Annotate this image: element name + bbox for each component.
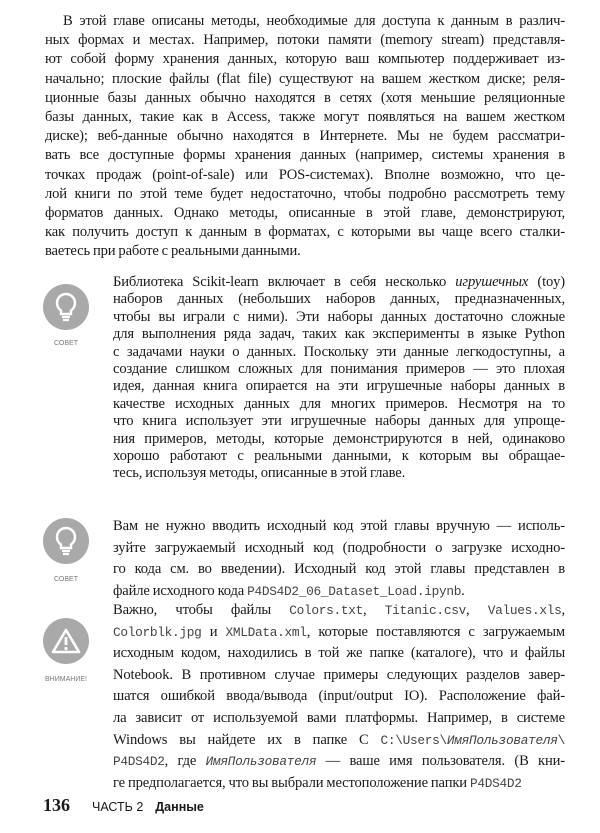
text-segment: чтобы вы играли с ними). Эти наборы данных достаточно сложные — [113, 308, 565, 325]
text-segment: базы данных, такие как в Access, также могут появляться на вашем жестком — [45, 108, 565, 125]
text-segment: точках продаж (point-of-sale) или POS-системах). Вполне возможно, что це- — [45, 166, 565, 183]
text-line — [113, 326, 565, 343]
text-segment: зуйте загружаемый исходный код (подробности о загрузке исходно- — [113, 539, 565, 556]
text-segment: хорошо работают с реальными данными, к которым вы обращае- — [113, 447, 565, 464]
text-segment: форматов данных. Однако методы, описанные в этой главе, демонстрируют, — [45, 204, 565, 221]
text-segment: идея, данная книга опирается на эти игрушечные наборы данных в — [113, 378, 565, 395]
text-segment: исходным кодом, находились в той же папке (каталоге), что и файлы — [113, 645, 565, 662]
code-text: Values.xls — [487, 603, 562, 618]
text-segment: , — [561, 602, 566, 618]
code-text: XMLData.xml — [225, 624, 307, 640]
text-segment: Notebook. В противном случае примеры следующих разделов завер- — [113, 666, 565, 683]
text-line — [113, 431, 565, 448]
text-line — [45, 31, 565, 50]
text-line — [113, 465, 565, 482]
text-segment: ла зависит от используемой вами платформы. Например, в системе — [113, 709, 565, 726]
text-segment: игрушечных — [455, 274, 529, 290]
text-segment: качестве исходных данных для многих примеров. Несмотря на то — [113, 395, 565, 412]
tip-label: СОВЕТ — [54, 576, 78, 583]
part-label: ЧАСТЬ 2 — [92, 800, 144, 814]
text-line — [113, 643, 565, 665]
tip-label: СОВЕТ — [54, 340, 78, 347]
text-segment: создание слишком сложных для понимания примеров — это плохая — [113, 360, 565, 377]
text-segment: файле исходного кода — [113, 583, 248, 600]
text-line — [113, 291, 565, 308]
text-line — [113, 622, 565, 644]
text-segment: , которые поставляются с загружаемым — [306, 623, 565, 640]
text-segment: шатся ошибкой ввода/вывода (input/output IO). Расположение фай- — [113, 688, 565, 705]
text-line — [113, 361, 565, 378]
text-segment: го кода см. во введении). Исходный код этой главы представлен в — [113, 561, 565, 578]
text-segment: ционные базы данных обычно находятся в сетях (хотя меньшие реляционные — [45, 89, 565, 106]
text-line — [45, 242, 565, 261]
text-segment: наборов данных (небольших наборов данных, предназначенных, — [113, 291, 565, 308]
text-segment: ния примеров, методы, которые демонстрируются в ней, одинаково — [113, 430, 565, 447]
code-text: Colors.txt — [289, 603, 364, 618]
text-line — [113, 708, 565, 730]
text-segment: что книга использует эти игрушечные наборы данных для упроще- — [113, 413, 565, 430]
text-segment: Библиотека Scikit-learn включает в себя несколько — [113, 274, 456, 290]
code-text: P4DS4D2 — [113, 754, 165, 770]
text-segment: Вам не нужно вводить исходный код этой главы вручную — исполь- — [113, 518, 565, 534]
text-segment: тесь, используя методы, описанные в этой главе. — [113, 465, 406, 482]
code-text: P4DS4D2 — [469, 775, 522, 791]
code-text: ИмяПользователя — [205, 754, 317, 770]
text-line — [113, 730, 565, 752]
intro-paragraph — [45, 12, 565, 261]
page-number: 136 — [43, 795, 70, 815]
text-segment: (toy) — [528, 274, 565, 290]
text-segment: для выполнения ряда задач, таких как эксперименты в языке Python — [113, 326, 565, 343]
lightbulb-icon — [43, 284, 89, 330]
text-line — [113, 773, 565, 795]
text-line — [45, 50, 565, 69]
text-line — [113, 344, 565, 361]
tip-paragraph — [113, 516, 565, 603]
warning-icon — [43, 618, 89, 664]
text-line — [113, 600, 565, 622]
text-segment: ваетесь при работе с реальными данными. — [45, 243, 301, 260]
text-line — [45, 204, 565, 223]
text-segment: начально; плоские файлы (flat file) существуют на вашем жестком диске; реля- — [45, 70, 565, 87]
text-line — [113, 309, 565, 326]
text-segment: диске); веб-данные обычно находятся в Интернете. Мы не будем рассматри- — [45, 128, 565, 145]
text-line — [45, 146, 565, 165]
text-segment: , — [465, 602, 488, 618]
warning-label: ВНИМАНИЕ! — [45, 676, 87, 683]
code-text: \ — [557, 732, 565, 748]
text-line — [113, 516, 565, 538]
text-segment: В этой главе описаны методы, необходимые для доступа к данным в различ- — [63, 13, 565, 29]
text-line — [113, 665, 565, 687]
text-segment: как получить доступ к данным в форматах, с которыми вы чаще всего сталки- — [45, 224, 565, 241]
text-line — [45, 185, 565, 204]
text-line — [45, 12, 565, 31]
text-line — [113, 448, 565, 465]
text-line — [45, 127, 565, 146]
lightbulb-icon — [43, 518, 89, 564]
text-segment: Важно, чтобы файлы — [113, 602, 290, 618]
text-segment: с задачами науки о данных. Поскольку эти данные легкодоступны, а — [113, 343, 565, 360]
code-text: Titanic.csv — [384, 603, 466, 618]
text-line — [113, 396, 565, 413]
text-segment: ют собой форму хранения данных, которую ваш компьютер поддерживает из- — [45, 51, 565, 68]
text-line — [113, 538, 565, 560]
text-line — [113, 559, 565, 581]
section-title: Данные — [155, 800, 204, 814]
text-line — [113, 413, 565, 430]
warning-paragraph — [113, 600, 565, 794]
text-segment: ных формах и местах. Например, потоки памяти (memory stream) представля- — [45, 32, 565, 49]
text-line — [45, 89, 565, 108]
tip-paragraph — [113, 274, 565, 483]
text-line — [113, 378, 565, 395]
text-line — [113, 274, 565, 291]
text-segment: , — [363, 602, 385, 618]
code-text: P4DS4D2_06_Dataset_Load.ipynb — [247, 584, 462, 600]
text-segment: вать все доступные формы хранения данных (например, системы хранения в — [45, 147, 565, 164]
code-text: ИмяПользователя — [446, 732, 558, 748]
page-footer — [43, 795, 204, 816]
text-segment: , где — [164, 753, 206, 770]
text-segment: и — [201, 623, 226, 640]
text-line — [45, 108, 565, 127]
code-text: Colorblk.jpg — [113, 624, 202, 640]
text-segment: Windows вы найдете их в папке C — [113, 731, 381, 748]
text-line — [113, 751, 565, 773]
text-line — [45, 223, 565, 242]
text-segment: — ваше имя пользователя. (В кни- — [316, 753, 565, 770]
code-text: C:\Users\ — [380, 732, 447, 748]
text-segment: ге предполагается, что вы выбрали местоположение папки — [113, 774, 470, 791]
text-line — [45, 166, 565, 185]
text-line — [45, 70, 565, 89]
text-segment: . — [461, 583, 465, 600]
text-segment: лой книги по этой теме будет недостаточно, чтобы подробно рассмотреть тему — [45, 185, 565, 202]
text-line — [113, 686, 565, 708]
